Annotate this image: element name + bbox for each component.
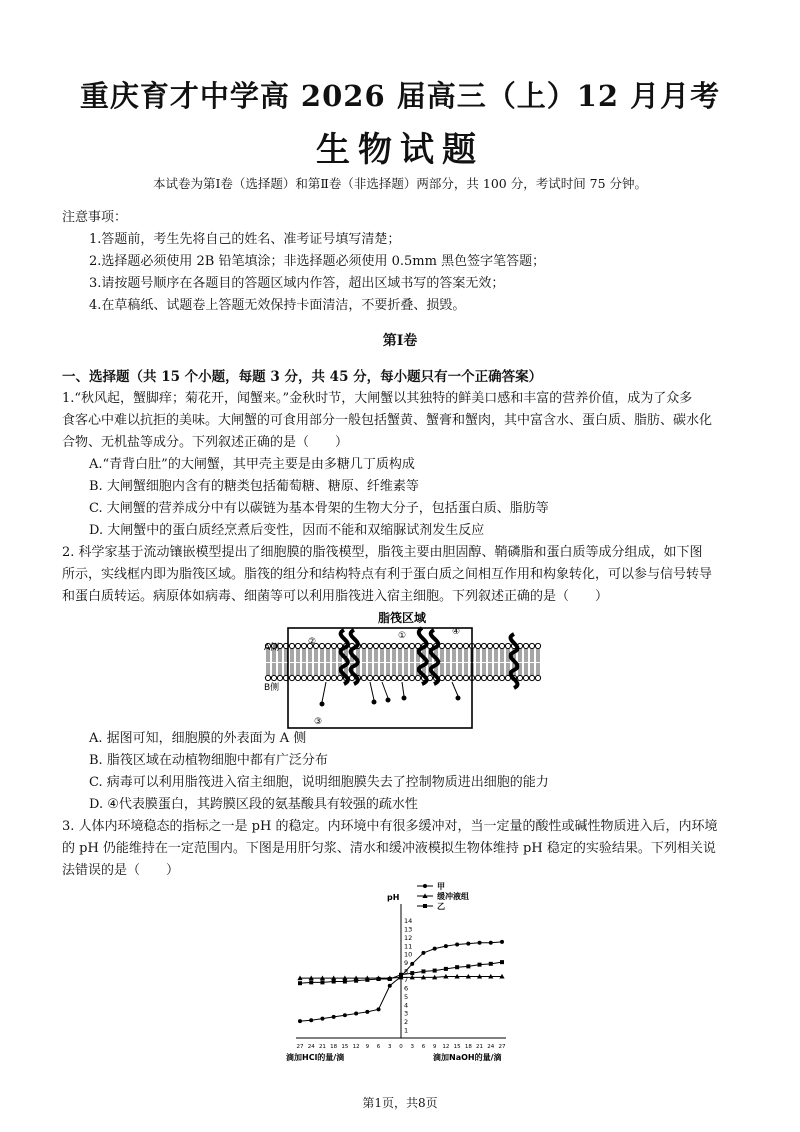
lipid-head	[367, 643, 372, 648]
lipid-head	[445, 643, 450, 648]
marker-4: ④	[452, 627, 461, 637]
x-tick-label: 3	[410, 1044, 414, 1050]
q1-stem-line: 合物、无机盐等成分。下列叙述正确的是（ ）	[62, 435, 349, 450]
y-tick-label: 14	[404, 917, 413, 925]
lipid-head	[457, 675, 462, 680]
data-point	[455, 942, 459, 946]
q1-stem-line: 食客心中难以抗拒的美味。大闸蟹的可食用部分一般包括蟹黄、蟹膏和蟹肉，其中富含水、蛋白质、脂肪、碳水化	[62, 413, 713, 428]
lipid-head	[493, 643, 498, 648]
data-point	[466, 964, 470, 968]
lipid-head	[499, 675, 504, 680]
q1-option-d: D. 大闸蟹中的蛋白质经烹煮后变性，因而不能和双缩脲试剂发生反应	[89, 523, 485, 538]
q2-stem-line: 2. 科学家基于流动镶嵌模型提出了细胞膜的脂筏模型，脂筏主要由胆固醇、鞘磷脂和蛋白质等成分组成，如下图	[62, 545, 703, 560]
data-point	[298, 1019, 302, 1023]
data-point	[466, 942, 470, 946]
lipid-head	[475, 675, 480, 680]
x-tick-label: 18	[330, 1044, 338, 1050]
lipid-head	[517, 675, 522, 680]
glycolipid-chains	[320, 682, 460, 706]
y-tick-label: 2	[404, 1018, 409, 1027]
lipid-head	[313, 675, 318, 680]
lipid-head	[451, 643, 456, 648]
x-tick-label: 21	[476, 1044, 484, 1050]
lipid-head	[301, 675, 306, 680]
lipid-head	[445, 675, 450, 680]
q2-stem-line: 和蛋白质转运。病原体如病毒、细菌等可以利用脂筏进入宿主细胞。下列叙述正确的是（ ）	[62, 589, 609, 604]
q2-option-d: D. ④代表膜蛋白，其跨膜区段的氨基酸具有较强的疏水性	[89, 797, 418, 812]
legend-label: 甲	[437, 882, 445, 891]
phospholipid-bilayer	[265, 643, 540, 680]
data-point	[478, 941, 482, 945]
q1-stem-line: 1.“秋风起，蟹脚痒；菊花开，闻蟹来。”金秋时节，大闸蟹以其独特的鲜美口感和丰富的营养价值，成为了众多	[62, 391, 693, 406]
lipid-head	[277, 675, 282, 680]
lipid-head	[301, 643, 306, 648]
lipid-head	[529, 675, 534, 680]
lipid-head	[403, 675, 408, 680]
lipid-head	[271, 675, 276, 680]
lipid-head	[379, 675, 384, 680]
data-point	[410, 962, 414, 966]
lipid-head	[385, 675, 390, 680]
data-point	[433, 947, 437, 951]
x-tick-label: 15	[341, 1044, 349, 1050]
y-tick-label: 7	[404, 976, 409, 984]
marker-1: ①	[398, 631, 407, 641]
y-tick-label: 4	[404, 1001, 409, 1010]
y-tick-label: 1	[404, 1026, 409, 1035]
lipid-head	[499, 643, 504, 648]
y-tick-label: 13	[404, 925, 413, 934]
x-tick-label: 24	[307, 1044, 315, 1050]
q2-option-c: C. 病毒可以利用脂筏进入宿主细胞，说明细胞膜失去了控制物质进出细胞的能力	[89, 775, 549, 790]
data-point	[444, 944, 448, 948]
data-point	[320, 1017, 324, 1021]
data-point	[478, 963, 482, 967]
subject-title: 生物试题	[316, 130, 484, 170]
legend-label: 缓冲液组	[437, 892, 469, 901]
data-point	[455, 965, 459, 969]
lipid-head	[475, 643, 480, 648]
membrane-diagram	[262, 610, 542, 730]
lipid-head	[367, 675, 372, 680]
q3-stem-line: 的 pH 仍能维持在一定范围内。下图是用肝匀浆、清水和缓冲液模拟生物体维持 pH 稳定的实验结果。下列相关说	[62, 841, 716, 856]
lipid-head	[391, 643, 396, 648]
data-point	[410, 971, 414, 975]
x-tick-label: 15	[453, 1044, 461, 1050]
q2-stem-line: 所示，实线框内即为脂筏区域。脂筏的组分和结构特点有利于蛋白质之间相互作用和构象转化，可以参与信号转导	[62, 567, 713, 582]
exam-title: 重庆育才中学高 2026 届高三（上）12 月月考	[79, 79, 721, 113]
q3-stem-line: 法错误的是（ ）	[62, 863, 180, 878]
notice-heading: 注意事项：	[62, 210, 128, 225]
protein-4	[419, 628, 427, 684]
lipid-head	[505, 643, 510, 648]
lipid-head	[325, 643, 330, 648]
lipid-head	[295, 675, 300, 680]
data-point	[332, 980, 336, 984]
lipid-head	[415, 675, 420, 680]
lipid-head	[265, 675, 270, 680]
lipid-head	[325, 675, 330, 680]
exam-note: 本试卷为第Ⅰ卷（选择题）和第Ⅱ卷（非选择题）两部分，共 100 分，考试时间 75 分钟。	[152, 176, 648, 191]
x-tick-label: 27	[498, 1044, 506, 1050]
notice-item: 1.答题前，考生先将自己的姓名、准考证号填写清楚；	[89, 232, 401, 247]
data-point	[354, 1012, 358, 1016]
q2-option-b: B. 脂筏区域在动植物细胞中都有广泛分布	[89, 753, 328, 768]
data-point	[320, 980, 324, 984]
y-tick-label: 8	[404, 967, 409, 976]
x-axis-label-hcl: 滴加HCl的量/滴	[286, 1053, 345, 1062]
x-tick-label: 9	[432, 1044, 437, 1050]
page-footer: 第1页，共8页	[362, 1096, 438, 1110]
lipid-head	[409, 643, 414, 648]
data-point	[399, 973, 403, 977]
y-tick-label: 11	[404, 942, 413, 951]
y-tick-label: 3	[404, 1009, 409, 1018]
section-title: 第Ⅰ卷	[382, 333, 418, 349]
x-tick-label: 0	[399, 1044, 403, 1050]
lipid-head	[463, 643, 468, 648]
lipid-head	[373, 675, 378, 680]
lipid-head	[457, 643, 462, 648]
ph-chart	[270, 880, 530, 1070]
data-point	[388, 984, 392, 988]
lipid-head	[403, 643, 408, 648]
x-tick-label: 12	[442, 1044, 450, 1050]
data-point	[343, 1013, 347, 1017]
lipid-head	[409, 675, 414, 680]
lipid-head	[523, 643, 528, 648]
data-point	[309, 1018, 313, 1022]
lipid-head	[331, 675, 336, 680]
lipid-head	[523, 675, 528, 680]
lipid-head	[385, 643, 390, 648]
data-point	[365, 1010, 369, 1014]
x-tick-label: 12	[352, 1044, 360, 1050]
x-tick-label: 3	[388, 1044, 392, 1050]
lipid-raft-figure	[262, 610, 542, 730]
data-point	[309, 980, 313, 984]
data-point	[444, 967, 448, 971]
data-point	[298, 981, 302, 985]
lipid-head	[487, 675, 492, 680]
lipid-head	[535, 643, 540, 648]
lipid-head	[397, 675, 402, 680]
lipid-head	[379, 643, 384, 648]
data-point	[343, 980, 347, 984]
lipid-head	[481, 675, 486, 680]
x-tick-label: 21	[318, 1044, 326, 1050]
data-point	[332, 1015, 336, 1019]
q1-option-a: A.“青背白肚”的大闸蟹，其甲壳主要是由多糖几丁质构成	[89, 457, 415, 472]
lipid-head	[319, 643, 324, 648]
figure-title: 脂筏区域	[377, 611, 427, 625]
part-heading: 一、选择题（共 15 个小题，每题 3 分，共 45 分，每小题只有一个正确答案）	[62, 369, 543, 385]
data-point	[489, 962, 493, 966]
lipid-head	[481, 643, 486, 648]
lipid-head	[361, 643, 366, 648]
notice-item: 2.选择题必须使用 2B 铅笔填涂；非选择题必须使用 0.5mm 黑色签字笔答题；	[89, 254, 546, 269]
data-point	[377, 1007, 381, 1011]
y-tick-label: 10	[404, 950, 413, 959]
notice-item: 4.在草稿纸、试题卷上答题无效保持卡面清洁，不要折叠、损毁。	[89, 298, 466, 313]
lipid-head	[397, 643, 402, 648]
x-tick-label: 6	[376, 1044, 381, 1050]
q3-stem-line: 3. 人体内环境稳态的指标之一是 pH 的稳定。内环境中有很多缓冲对，当一定量的酸性或碱性物质进入后，内环境	[62, 819, 718, 834]
y-tick-label: 12	[404, 933, 413, 942]
x-axis-label-naoh: 滴加NaOH的量/滴	[433, 1053, 502, 1062]
lipid-head	[487, 643, 492, 648]
x-tick-label: 6	[421, 1044, 426, 1050]
data-point	[421, 969, 425, 973]
data-point	[421, 951, 425, 955]
lipid-head	[529, 643, 534, 648]
side-a-label: A侧	[264, 643, 280, 653]
data-point	[500, 960, 504, 964]
lipid-head	[463, 675, 468, 680]
legend-marker	[423, 884, 427, 888]
x-tick-label: 9	[365, 1044, 370, 1050]
data-point	[354, 979, 358, 983]
notice-item: 3.请按题号顺序在各题目的答题区域内作答，超出区域书写的答案无效；	[89, 276, 505, 291]
lipid-head	[331, 643, 336, 648]
lipid-head	[361, 675, 366, 680]
data-point	[489, 941, 493, 945]
lipid-head	[289, 675, 294, 680]
y-axis-label: pH	[387, 893, 400, 902]
lipid-head	[535, 675, 540, 680]
y-tick-label: 6	[404, 984, 409, 993]
lipid-head	[337, 675, 342, 680]
marker-2: ②	[308, 637, 317, 647]
q2-option-a: A. 据图可知，细胞膜的外表面为 A 侧	[89, 731, 307, 746]
lipid-head	[373, 643, 378, 648]
legend-label: 乙	[437, 902, 445, 911]
y-tick-label: 9	[404, 959, 409, 968]
lipid-head	[451, 675, 456, 680]
y-tick-label: 5	[404, 992, 409, 1001]
lipid-head	[493, 675, 498, 680]
data-point	[433, 969, 437, 973]
x-tick-label: 27	[296, 1044, 304, 1050]
x-tick-label: 18	[464, 1044, 472, 1050]
lipid-head	[319, 675, 324, 680]
marker-3: ③	[314, 717, 323, 727]
data-point	[365, 978, 369, 982]
side-b-label: B侧	[264, 683, 280, 693]
x-tick-label: 24	[487, 1044, 495, 1050]
data-point	[500, 940, 504, 944]
q1-option-c: C. 大闸蟹的营养成分中有以碳链为基本骨架的生物大分子，包括蛋白质、脂肪等	[89, 501, 549, 516]
data-point	[377, 977, 381, 981]
data-point	[388, 977, 392, 981]
lipid-head	[289, 643, 294, 648]
lipid-head	[391, 675, 396, 680]
legend-marker	[423, 904, 427, 908]
lipid-head	[295, 643, 300, 648]
ph-chart-svg	[270, 880, 530, 1070]
lipid-head	[307, 675, 312, 680]
q1-option-b: B. 大闸蟹细胞内含有的糖类包括葡萄糖、糖原、纤维素等	[89, 479, 419, 494]
